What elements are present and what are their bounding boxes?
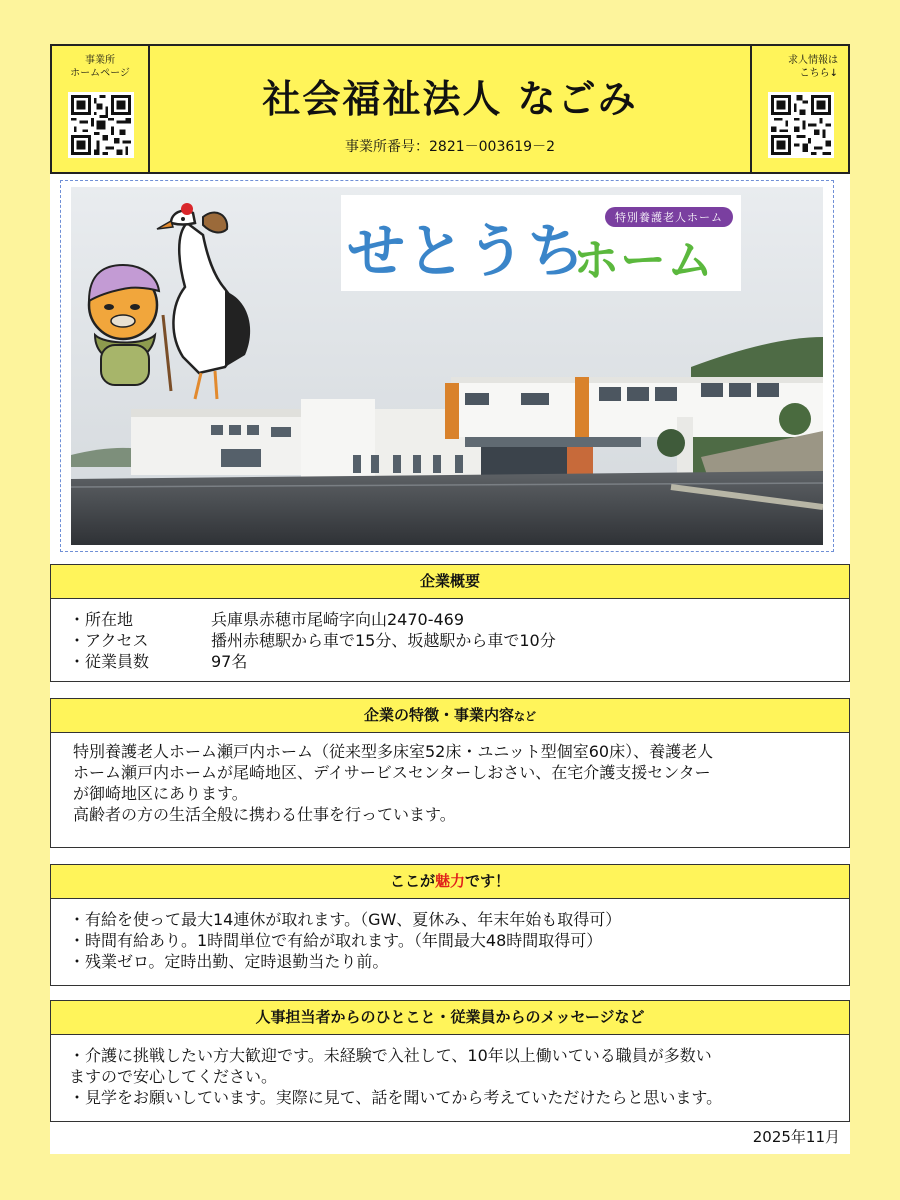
company-overview-body bbox=[51, 599, 849, 680]
header-banner bbox=[50, 44, 850, 174]
overview-value: 播州赤穂駅から車で15分、坂越駅から車で10分 bbox=[211, 631, 556, 650]
features-line: が御崎地区にあります。 bbox=[73, 784, 248, 803]
homepage-qr-caption: 事業所 ホームページ bbox=[70, 55, 130, 79]
logo-tag: 特別養護老人ホーム bbox=[605, 207, 733, 227]
message-body bbox=[51, 1035, 849, 1116]
mascot-turtle-and-crane-icon bbox=[75, 195, 265, 405]
features-line: ホーム瀬戸内ホームが尾崎地区、デイサービスセンターしおさい、在宅介護支援センター bbox=[73, 763, 711, 782]
overview-value: 兵庫県赤穂市尾崎字向山2470-469 bbox=[211, 610, 465, 629]
office-number: 事業所番号：2821－003619－2 bbox=[345, 139, 555, 155]
features-heading-suffix: など bbox=[514, 710, 536, 723]
flyer-sheet bbox=[50, 44, 850, 1154]
recruit-qr-panel[interactable] bbox=[750, 46, 848, 172]
company-features-heading bbox=[51, 699, 849, 733]
appeal-item: ・有給を使って最大14連休が取れます。（GW、夏休み、年末年始も取得可） bbox=[69, 910, 622, 929]
company-overview-section bbox=[50, 564, 850, 682]
setouchi-home-logo bbox=[341, 195, 741, 291]
message-line: ますので安心してください。 bbox=[69, 1067, 278, 1086]
overview-key: ・所在地 bbox=[69, 610, 134, 629]
overview-key: ・アクセス bbox=[69, 631, 149, 650]
message-line: ・介護に挑戦したい方大歓迎です。未経験で入社して、10年以上働いている職員が多数い bbox=[69, 1046, 712, 1065]
message-line: ・見学をお願いしています。実際に見て、話を聞いてから考えていただけたらと思います。 bbox=[69, 1088, 723, 1107]
appeal-item: ・時間有給あり。1時間単位で有給が取れます。（年間最大48時間取得可） bbox=[69, 931, 603, 950]
appeal-item: ・残業ゼロ。定時出勤、定時退勤当たり前。 bbox=[69, 952, 389, 971]
company-features-section bbox=[50, 698, 850, 848]
message-heading: 人事担当者からのひとこと・従業員からのメッセージなど bbox=[51, 1001, 849, 1035]
overview-row-access bbox=[69, 630, 831, 651]
overview-key: ・従業員数 bbox=[69, 652, 150, 671]
logo-main-text: せとうち bbox=[347, 217, 588, 285]
overview-value: 97名 bbox=[211, 652, 248, 671]
homepage-qr-code-icon[interactable] bbox=[68, 92, 134, 158]
recruit-qr-code-icon[interactable] bbox=[768, 92, 834, 158]
overview-row-employees bbox=[69, 651, 831, 672]
overview-row-location bbox=[69, 609, 831, 630]
appeal-body bbox=[51, 899, 849, 980]
logo-sub-text: ホーム bbox=[573, 233, 714, 287]
appeal-section bbox=[50, 864, 850, 986]
features-line: 特別養護老人ホーム瀬戸内ホーム（従来型多床室52床・ユニット型個室60床）、養護老人 bbox=[73, 742, 714, 761]
company-overview-heading: 企業概要 bbox=[51, 565, 849, 599]
company-features-body bbox=[51, 733, 849, 833]
features-line: 高齢者の方の生活全般に携わる仕事を行っています。 bbox=[73, 805, 456, 824]
homepage-qr-panel[interactable] bbox=[52, 46, 150, 172]
issue-date: 2025年11月 bbox=[752, 1128, 840, 1146]
appeal-heading-accent: 魅力 bbox=[434, 872, 465, 890]
appeal-heading-pre: ここが bbox=[389, 872, 435, 890]
message-section bbox=[50, 1000, 850, 1122]
organization-title: 社会福祉法人 なごみ bbox=[262, 77, 638, 121]
appeal-heading bbox=[51, 865, 849, 899]
appeal-heading-post: です！ bbox=[465, 872, 511, 890]
recruit-qr-caption: 求人情報は こちら↓ bbox=[788, 55, 838, 79]
features-heading-main: 企業の特徴・事業内容 bbox=[363, 706, 514, 724]
facility-photo-frame bbox=[60, 180, 834, 552]
